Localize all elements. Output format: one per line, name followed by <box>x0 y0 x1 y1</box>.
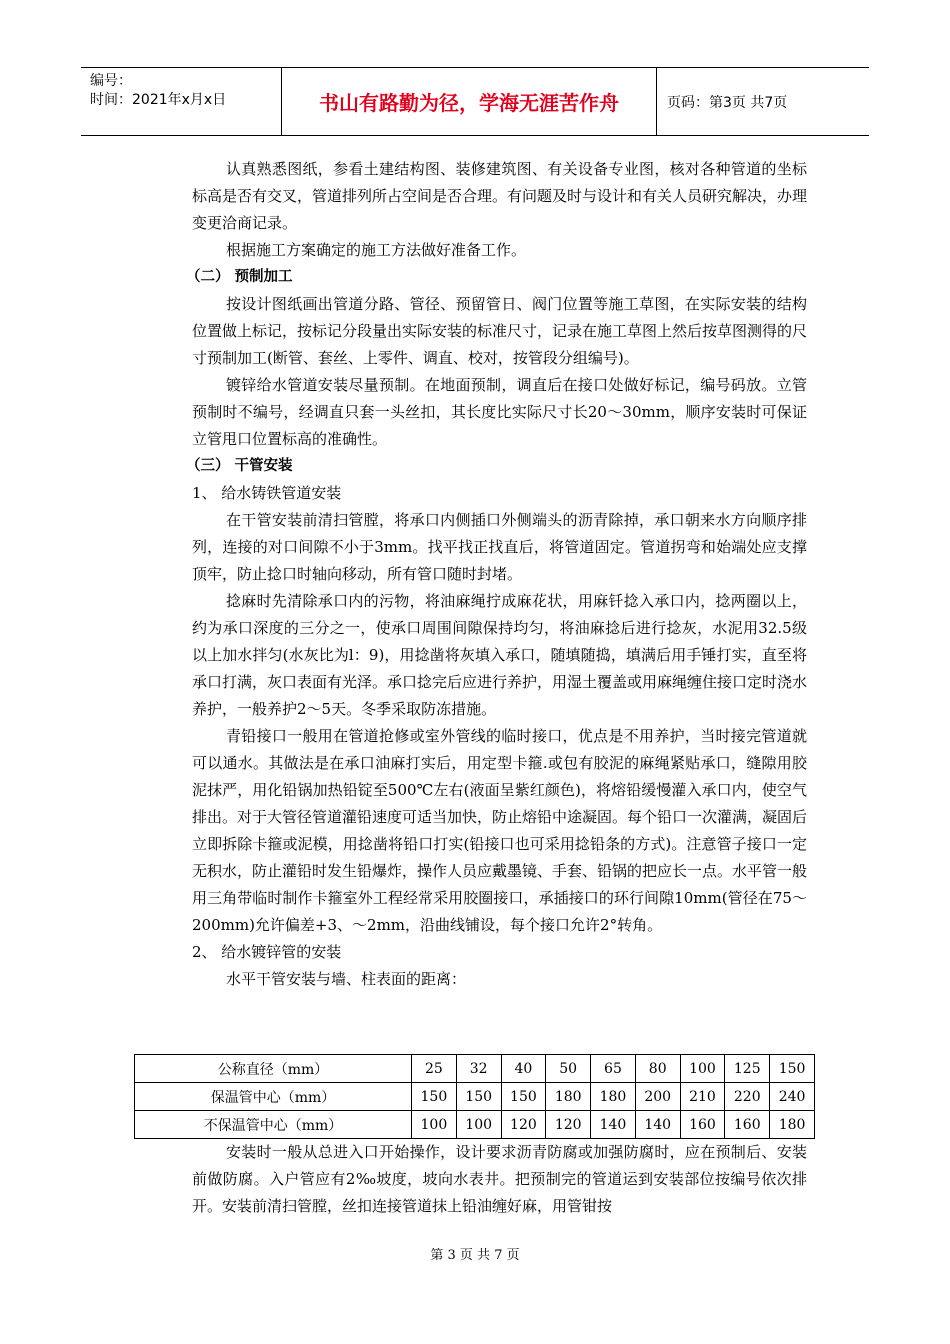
table-row <box>135 1111 815 1139</box>
pipe-distance-table <box>134 1054 815 1139</box>
table-cell: 150 <box>456 1083 501 1111</box>
page-header <box>81 67 869 136</box>
table-cell: 40 <box>501 1055 546 1083</box>
table-cell: 180 <box>770 1111 815 1139</box>
table-row-label: 公称直径（mm） <box>135 1055 412 1083</box>
paragraph: 在干管安装前清扫管膛，将承口内侧插口外侧端头的沥青除掉，承口朝来水方向顺序排列，连接的对口间隙不小于3mm。找平找正找直后，将管道固定。管道拐弯和始端处应支撑顶牢，防止捻口时轴向移动，所有管口随时封堵。 <box>192 511 807 583</box>
table-cell: 125 <box>725 1055 770 1083</box>
header-motto: 书山有路勤为径，学海无涯苦作舟 <box>282 68 657 135</box>
table-cell: 32 <box>456 1055 501 1083</box>
table-row-label: 不保温管中心（mm） <box>135 1111 412 1139</box>
section-heading-main-pipe: （三） 干管安装 <box>186 458 293 474</box>
table-cell: 100 <box>680 1055 725 1083</box>
table-cell: 120 <box>501 1111 546 1139</box>
paragraph: 水平干管安装与墙、柱表面的距离： <box>226 970 467 988</box>
table-cell: 240 <box>770 1083 815 1111</box>
table-cell: 100 <box>456 1111 501 1139</box>
table-cell: 220 <box>725 1083 770 1111</box>
table-cell: 180 <box>546 1083 591 1111</box>
table-cell: 25 <box>412 1055 457 1083</box>
table-cell: 160 <box>725 1111 770 1139</box>
section-heading-prefab: （二） 预制加工 <box>186 269 293 285</box>
table-cell: 150 <box>412 1083 457 1111</box>
paragraph: 根据施工方案确定的施工方法做好准备工作。 <box>226 241 527 259</box>
table-cell: 120 <box>546 1111 591 1139</box>
table-cell: 150 <box>770 1055 815 1083</box>
table-cell: 200 <box>635 1083 680 1111</box>
table-cell: 100 <box>412 1111 457 1139</box>
table-cell: 140 <box>591 1111 636 1139</box>
paragraph: 安装时一般从总进入口开始操作，设计要求沥青防腐或加强防腐时，应在预制后、安装前做防腐。入户管应有2‰坡度，坡向水表井。把预制完的管道运到安装部位按编号依次排开。安装前清扫管膛，丝扣连接管道抹上铅油缠好麻，用管钳按 <box>192 1143 807 1215</box>
table-row <box>135 1055 815 1083</box>
table-cell: 80 <box>635 1055 680 1083</box>
document-body <box>186 156 808 993</box>
table-row <box>135 1083 815 1111</box>
paragraph: 认真熟悉图纸，参看土建结构图、装修建筑图、有关设备专业图，核对各种管道的坐标标高是否有交叉，管道排列所占空间是否合理。有问题及时与设计和有关人员研究解决，办理变更洽商记录。 <box>192 160 808 232</box>
document-date-label: 时间：2021年x月x日 <box>90 92 227 108</box>
document-body-continued <box>192 1139 807 1220</box>
subsection-heading-cast-iron: 1、 给水铸铁管道安装 <box>192 484 342 502</box>
table-cell: 50 <box>546 1055 591 1083</box>
table-cell: 140 <box>635 1111 680 1139</box>
table-cell: 180 <box>591 1083 636 1111</box>
table-cell: 210 <box>680 1083 725 1111</box>
paragraph: 按设计图纸画出管道分路、管径、预留管日、阀门位置等施工草图，在实际安装的结构位置做上标记，按标记分段量出实际安装的标准尺寸，记录在施工草图上然后按草图测得的尺寸预制加工(断管、套丝、上零件、调直、校对，按管段分组编号)。 <box>192 295 808 367</box>
table-cell: 160 <box>680 1111 725 1139</box>
table-row-label: 保温管中心（mm） <box>135 1083 412 1111</box>
header-meta <box>81 68 282 135</box>
paragraph: 镀锌给水管道安装尽量预制。在地面预制，调直后在接口处做好标记，编号码放。立管预制时不编号，经调直只套一头丝扣，其长度比实际尺寸长20～30mm，顺序安装时可保证立管甩口位置标高的准确性。 <box>192 376 807 448</box>
header-page-info: 页码：第3页 共7页 <box>667 94 788 111</box>
paragraph: 捻麻时先清除承口内的污物，将油麻绳拧成麻花状，用麻钎捻入承口内，捻两圈以上，约为承口深度的三分之一，使承口周围间隙保持均匀，将油麻捻后进行捻灰，水泥用32.5级以上加水拌匀(水灰比为l：9)，用捻凿将灰填入承口，随填随捣，填满后用手锤打实，直至将承口打满，灰口表面有光泽。承口捻完后应进行养护，用湿土覆盖或用麻绳缠住接口定时浇水养护，一般养护2～5天。冬季采取防冻措施。 <box>192 592 808 718</box>
document-number-label: 编号： <box>90 73 132 89</box>
subsection-heading-galvanized: 2、 给水镀锌管的安装 <box>192 943 342 961</box>
table-cell: 65 <box>591 1055 636 1083</box>
table-cell: 150 <box>501 1083 546 1111</box>
paragraph: 青铅接口一般用在管道抢修或室外管线的临时接口，优点是不用养护，当时接完管道就可以通水。其做法是在承口油麻打实后，用定型卡箍.或包有胶泥的麻绳紧贴承口，缝隙用胶泥抹严，用化铅锅加热铅锭至500℃左右(液面呈紫红颜色)，将熔铅缓慢灌入承口内，使空气排出。对于大管径管道灌铅速度可适当加快，防止熔铅中途凝固。每个铅口一次灌满，凝固后立即拆除卡箍或泥模，用捻凿将铅口打实(铅接口也可采用捻铅条的方式)。注意管子接口一定无积水，防止灌铅时发生铅爆炸，操作人员应戴墨镜、手套、铅锅的把应长一点。水平管一般用三角带临时制作卡箍室外工程经常采用胶圈接口，承插接口的环行间隙10mm(管径在75～200mm)允许偏差+3、～2mm，沿曲线铺设，每个接口允许2°转角。 <box>192 727 808 934</box>
page-footer: 第 3 页 共 7 页 <box>430 1248 520 1263</box>
